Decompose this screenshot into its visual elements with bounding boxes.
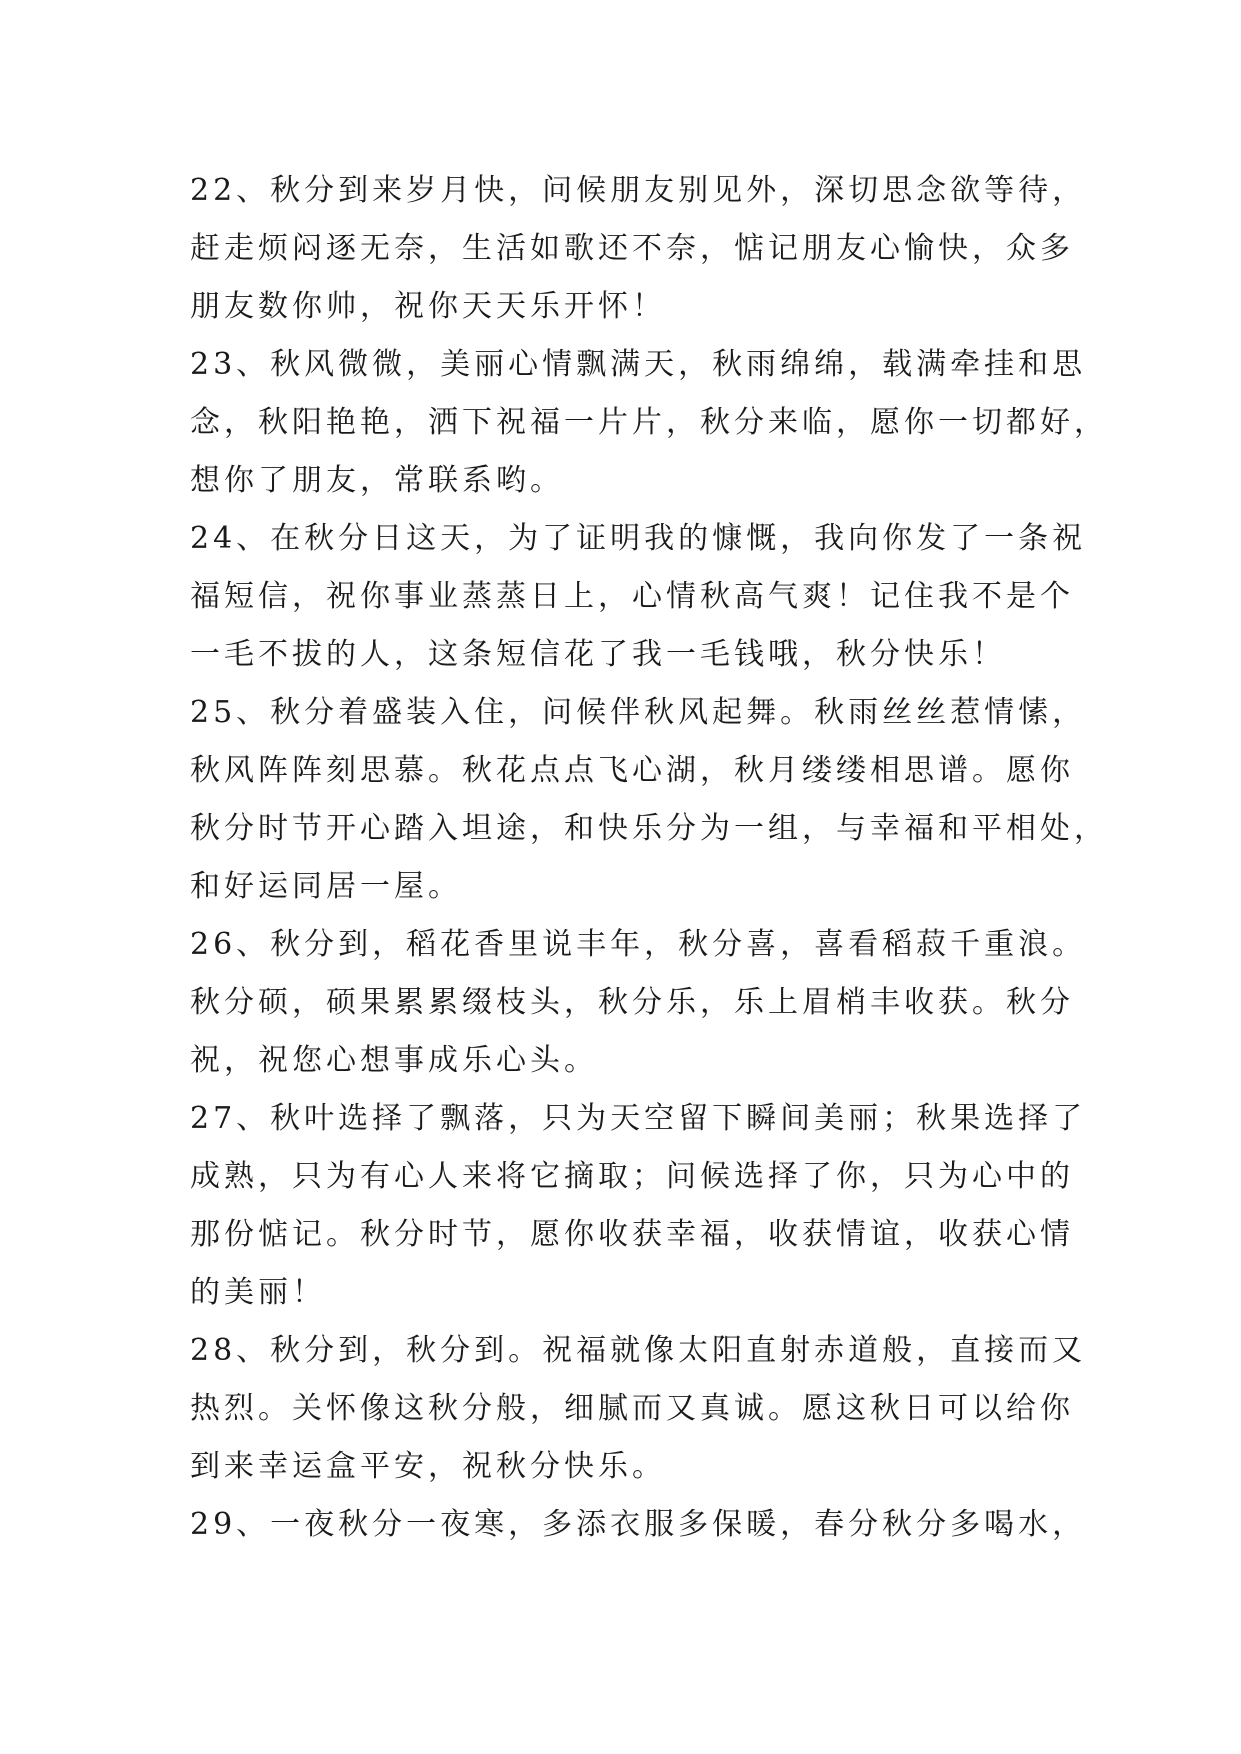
- text-line: 想你了朋友，常联系哟。: [190, 463, 564, 498]
- text-line: 那份惦记。秋分时节，愿你收获幸福，收获情谊，收获心情: [190, 1217, 1074, 1252]
- text-line: 到来幸运盒平安，祝秋分快乐。: [190, 1449, 666, 1484]
- text-line: 22、秋分到来岁月快，问候朋友别见外，深切思念欲等待，: [190, 173, 1087, 208]
- text-line: 热烈。关怀像这秋分般，细腻而又真诚。愿这秋日可以给你: [190, 1391, 1074, 1426]
- text-line: 的美丽！: [190, 1275, 326, 1310]
- text-line: 祝，祝您心想事成乐心头。: [190, 1043, 598, 1078]
- text-line: 朋友数你帅，祝你天天乐开怀！: [190, 289, 666, 324]
- text-line: 23、秋风微微，美丽心情飘满天，秋雨绵绵，载满牵挂和思: [190, 347, 1087, 382]
- text-line: 成熟，只为有心人来将它摘取；问候选择了你，只为心中的: [190, 1159, 1074, 1194]
- text-line: 27、秋叶选择了飘落，只为天空留下瞬间美丽；秋果选择了: [190, 1101, 1087, 1136]
- text-line: 念，秋阳艳艳，洒下祝福一片片，秋分来临，愿你一切都好，: [190, 405, 1108, 440]
- text-line: 26、秋分到，稻花香里说丰年，秋分喜，喜看稻菽千重浪。: [190, 927, 1087, 962]
- text-line: 秋风阵阵刻思慕。秋花点点飞心湖，秋月缕缕相思谱。愿你: [190, 753, 1074, 788]
- text-line: 一毛不拔的人，这条短信花了我一毛钱哦，秋分快乐！: [190, 637, 1006, 672]
- text-line: 和好运同居一屋。: [190, 869, 462, 904]
- text-line: 24、在秋分日这天，为了证明我的慷慨，我向你发了一条祝: [190, 521, 1087, 556]
- text-line: 29、一夜秋分一夜寒，多添衣服多保暖，春分秋分多喝水，: [190, 1507, 1087, 1542]
- text-line: 秋分硕，硕果累累缀枝头，秋分乐，乐上眉梢丰收获。秋分: [190, 985, 1074, 1020]
- text-line: 福短信，祝你事业蒸蒸日上，心情秋高气爽！记住我不是个: [190, 579, 1074, 614]
- text-line: 28、秋分到，秋分到。祝福就像太阳直射赤道般，直接而又: [190, 1333, 1087, 1368]
- document-body: [190, 162, 1108, 1554]
- text-line: 赶走烦闷逐无奈，生活如歌还不奈，惦记朋友心愉快，众多: [190, 231, 1074, 266]
- text-line: 秋分时节开心踏入坦途，和快乐分为一组，与幸福和平相处，: [190, 811, 1108, 846]
- text-line: 25、秋分着盛装入住，问候伴秋风起舞。秋雨丝丝惹情愫，: [190, 695, 1087, 730]
